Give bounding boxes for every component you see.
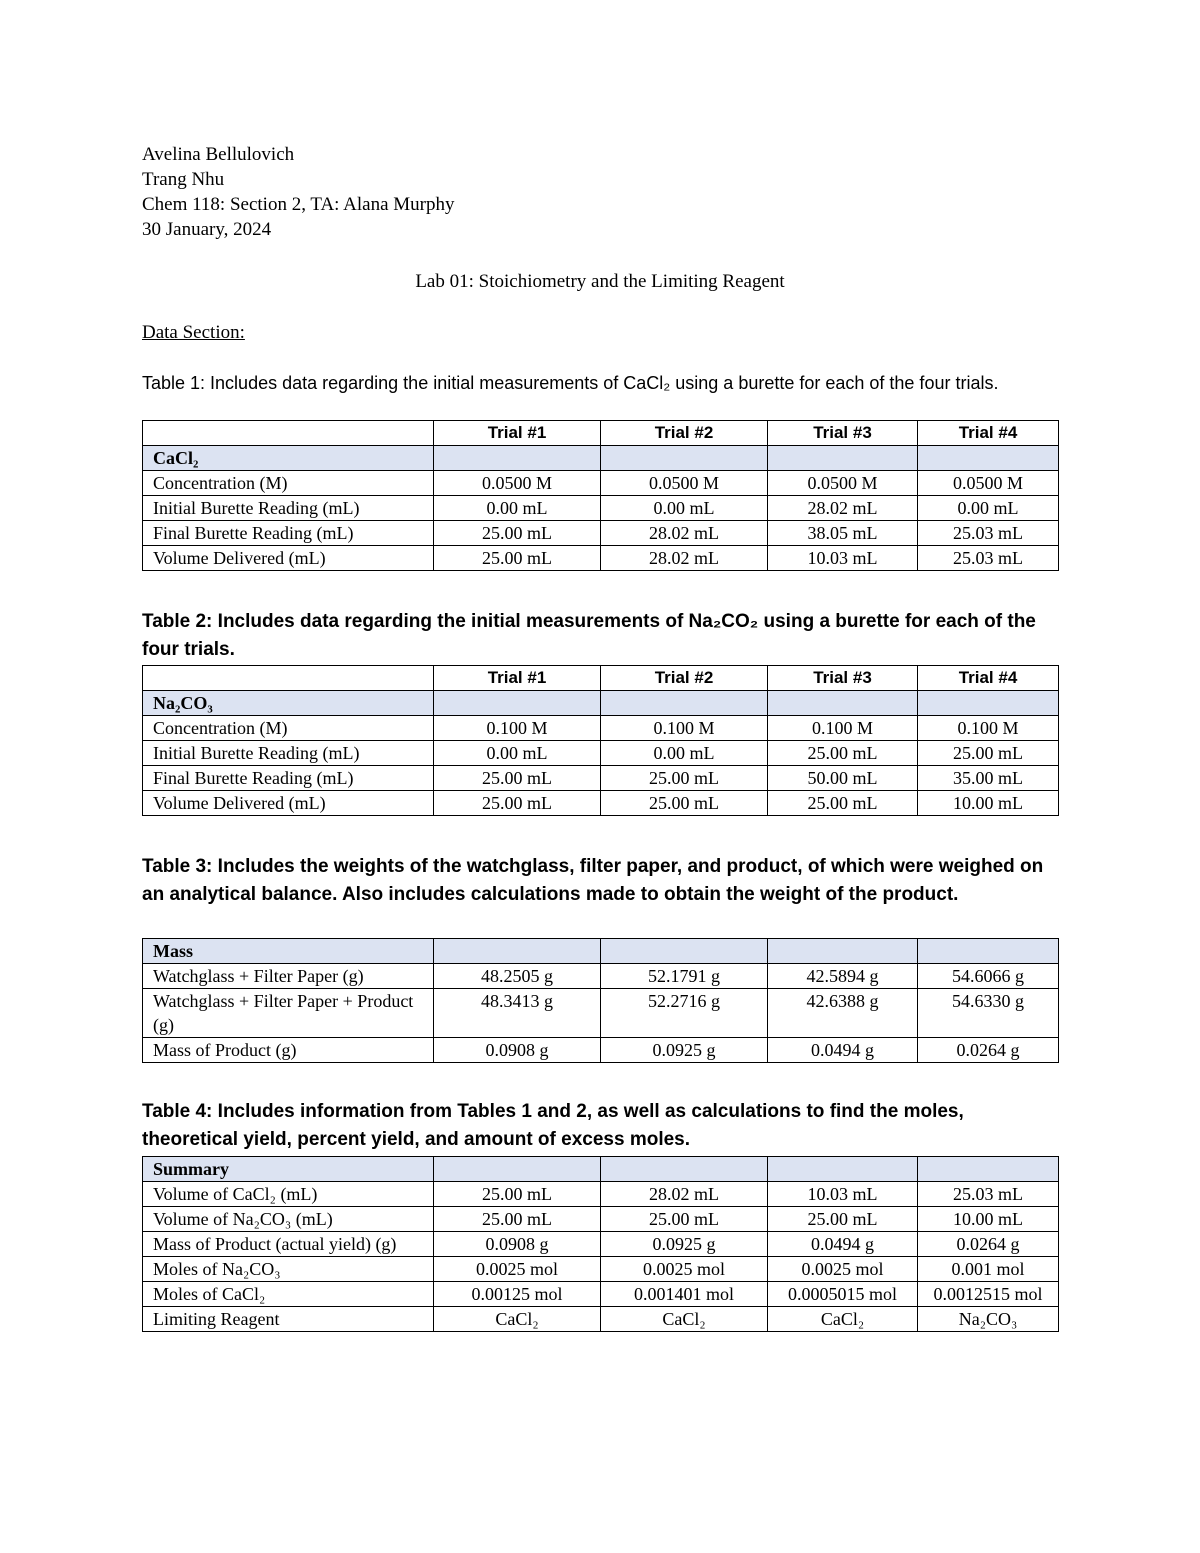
table-cell: 25.00 mL [601, 791, 768, 816]
table-cell: 0.0264 g [918, 1232, 1059, 1257]
table-cell: 0.001401 mol [601, 1282, 768, 1307]
course-info: Chem 118: Section 2, TA: Alana Murphy [142, 194, 455, 215]
table-cell: 25.00 mL [768, 1207, 918, 1232]
table-row [143, 496, 1059, 521]
header-cell: Trial #4 [918, 666, 1059, 691]
row-label: Volume of Na₂CO₃ (mL) [143, 1207, 434, 1232]
table-cell: 25.00 mL [601, 766, 768, 791]
row-label: Mass of Product (g) [143, 1038, 434, 1063]
header-cell: Trial #3 [768, 666, 918, 691]
table-cell: Na₂CO₃ [918, 1307, 1059, 1332]
table-cell: 0.00 mL [434, 496, 601, 521]
table-cell: 52.2716 g [601, 989, 768, 1038]
header-cell: Trial #1 [434, 666, 601, 691]
table-cell: 42.6388 g [768, 989, 918, 1038]
table-cell: 25.00 mL [434, 1207, 601, 1232]
table-row [143, 521, 1059, 546]
table-cell: 0.100 M [768, 716, 918, 741]
row-label: Volume of CaCl₂ (mL) [143, 1182, 434, 1207]
section-heading: Data Section: [142, 322, 245, 343]
row-label: Final Burette Reading (mL) [143, 766, 434, 791]
table-header-row [143, 666, 1059, 691]
row-label: Limiting Reagent [143, 1307, 434, 1332]
row-label: Concentration (M) [143, 471, 434, 496]
table-cell: 0.0012515 mol [918, 1282, 1059, 1307]
table-cell: 0.0494 g [768, 1038, 918, 1063]
table-cell: 0.00 mL [918, 496, 1059, 521]
table-cell: 0.00 mL [601, 741, 768, 766]
table-row [143, 741, 1059, 766]
table-cell: 0.00125 mol [434, 1282, 601, 1307]
table-cell: 10.03 mL [768, 1182, 918, 1207]
table1-caption: Table 1: Includes data regarding the initial measurements of CaCl₂ using a burette for each of the four trials. [142, 373, 999, 393]
table-band-row [143, 446, 1059, 471]
table2 [142, 665, 1059, 816]
header-cell: Trial #2 [601, 666, 768, 691]
table-cell: 0.0925 g [601, 1038, 768, 1063]
table3-caption: Table 3: Includes the weights of the watchglass, filter paper, and product, of which were weighed on an analytical balance. Also includes calculations made to obtain the weight of the product. [142, 856, 1044, 905]
table-cell: 25.00 mL [434, 791, 601, 816]
row-label: Mass of Product (actual yield) (g) [143, 1232, 434, 1257]
table-cell: 0.0025 mol [601, 1257, 768, 1282]
table-cell: 28.02 mL [601, 546, 768, 571]
table-cell: 25.03 mL [918, 1182, 1059, 1207]
header-cell: Trial #2 [601, 421, 768, 446]
table-cell: 25.00 mL [434, 521, 601, 546]
row-label: Final Burette Reading (mL) [143, 521, 434, 546]
table4 [142, 1156, 1059, 1332]
table-cell: 25.00 mL [918, 741, 1059, 766]
table-cell: 0.0908 g [434, 1038, 601, 1063]
table2-caption: Table 2: Includes data regarding the initial measurements of Na₂CO₂ using a burette for each of the four trials. [142, 611, 1036, 660]
table-cell: 0.0025 mol [768, 1257, 918, 1282]
table-cell: 25.00 mL [434, 546, 601, 571]
table-cell: 25.00 mL [434, 1182, 601, 1207]
band-label: CaCl₂ [143, 446, 434, 471]
header-cell: Trial #3 [768, 421, 918, 446]
table-cell: 0.0025 mol [434, 1257, 601, 1282]
table-cell: CaCl₂ [601, 1307, 768, 1332]
row-label: Volume Delivered (mL) [143, 546, 434, 571]
table-cell: 10.00 mL [918, 1207, 1059, 1232]
table-cell: 42.5894 g [768, 964, 918, 989]
band-label: Na₂CO₃ [143, 691, 434, 716]
table-cell: 0.0500 M [434, 471, 601, 496]
table-cell: 0.001 mol [918, 1257, 1059, 1282]
table-cell: 52.1791 g [601, 964, 768, 989]
table-row [143, 716, 1059, 741]
table-cell: 28.02 mL [601, 521, 768, 546]
table-cell: 0.100 M [434, 716, 601, 741]
lab-title: Lab 01: Stoichiometry and the Limiting Reagent [415, 271, 785, 292]
table-cell: 54.6066 g [918, 964, 1059, 989]
table-cell: 35.00 mL [918, 766, 1059, 791]
table-cell: 25.03 mL [918, 546, 1059, 571]
report-date: 30 January, 2024 [142, 219, 272, 240]
row-label: Volume Delivered (mL) [143, 791, 434, 816]
table-cell: 0.0005015 mol [768, 1282, 918, 1307]
table-cell: 48.2505 g [434, 964, 601, 989]
table-row [143, 1232, 1059, 1257]
table-row [143, 1307, 1059, 1332]
table3 [142, 938, 1059, 1063]
table-cell: 0.0500 M [768, 471, 918, 496]
author-name-2: Trang Nhu [142, 169, 225, 190]
row-label: Concentration (M) [143, 716, 434, 741]
table-cell: 25.00 mL [768, 791, 918, 816]
table4-caption: Table 4: Includes information from Tables 1 and 2, as well as calculations to find the moles, theoretical yield, percent yield, and amount of excess moles. [142, 1101, 964, 1150]
band-label: Summary [143, 1157, 434, 1182]
table1 [142, 420, 1059, 571]
table-row [143, 1038, 1059, 1063]
table-band-row [143, 939, 1059, 964]
table-cell: 25.00 mL [601, 1207, 768, 1232]
row-label: Moles of Na₂CO₃ [143, 1257, 434, 1282]
row-label: Watchglass + Filter Paper + Product (g) [143, 989, 434, 1038]
table-cell: 10.03 mL [768, 546, 918, 571]
table-row [143, 791, 1059, 816]
table-cell: 54.6330 g [918, 989, 1059, 1038]
table-row [143, 1207, 1059, 1232]
table-cell: 25.00 mL [434, 766, 601, 791]
header-cell-empty [143, 421, 434, 446]
table-cell: 25.03 mL [918, 521, 1059, 546]
table-cell: 48.3413 g [434, 989, 601, 1038]
table-cell: 0.0264 g [918, 1038, 1059, 1063]
table-cell: 0.0500 M [601, 471, 768, 496]
table-cell: CaCl₂ [434, 1307, 601, 1332]
band-label: Mass [143, 939, 434, 964]
table-cell: 0.100 M [918, 716, 1059, 741]
table-cell: 0.100 M [601, 716, 768, 741]
table-cell: 0.0500 M [918, 471, 1059, 496]
row-label: Initial Burette Reading (mL) [143, 496, 434, 521]
table-row [143, 1257, 1059, 1282]
row-label: Moles of CaCl₂ [143, 1282, 434, 1307]
table-cell: 10.00 mL [918, 791, 1059, 816]
table-row [143, 766, 1059, 791]
header-cell-empty [143, 666, 434, 691]
table-row [143, 546, 1059, 571]
table-row [143, 1182, 1059, 1207]
row-label: Initial Burette Reading (mL) [143, 741, 434, 766]
header-cell: Trial #4 [918, 421, 1059, 446]
table-cell: 38.05 mL [768, 521, 918, 546]
table-row [143, 1282, 1059, 1307]
table-band-row [143, 691, 1059, 716]
table-row [143, 964, 1059, 989]
table-cell: 0.0908 g [434, 1232, 601, 1257]
table-cell: CaCl₂ [768, 1307, 918, 1332]
table-cell: 0.00 mL [601, 496, 768, 521]
table-cell: 25.00 mL [768, 741, 918, 766]
table-cell: 28.02 mL [601, 1182, 768, 1207]
author-name-1: Avelina Bellulovich [142, 144, 295, 165]
table-cell: 0.0494 g [768, 1232, 918, 1257]
table-cell: 0.00 mL [434, 741, 601, 766]
table-band-row [143, 1157, 1059, 1182]
row-label: Watchglass + Filter Paper (g) [143, 964, 434, 989]
table-cell: 0.0925 g [601, 1232, 768, 1257]
header-cell: Trial #1 [434, 421, 601, 446]
table-row [143, 471, 1059, 496]
table-cell: 50.00 mL [768, 766, 918, 791]
table-header-row [143, 421, 1059, 446]
table-cell: 28.02 mL [768, 496, 918, 521]
table-row [143, 989, 1059, 1038]
